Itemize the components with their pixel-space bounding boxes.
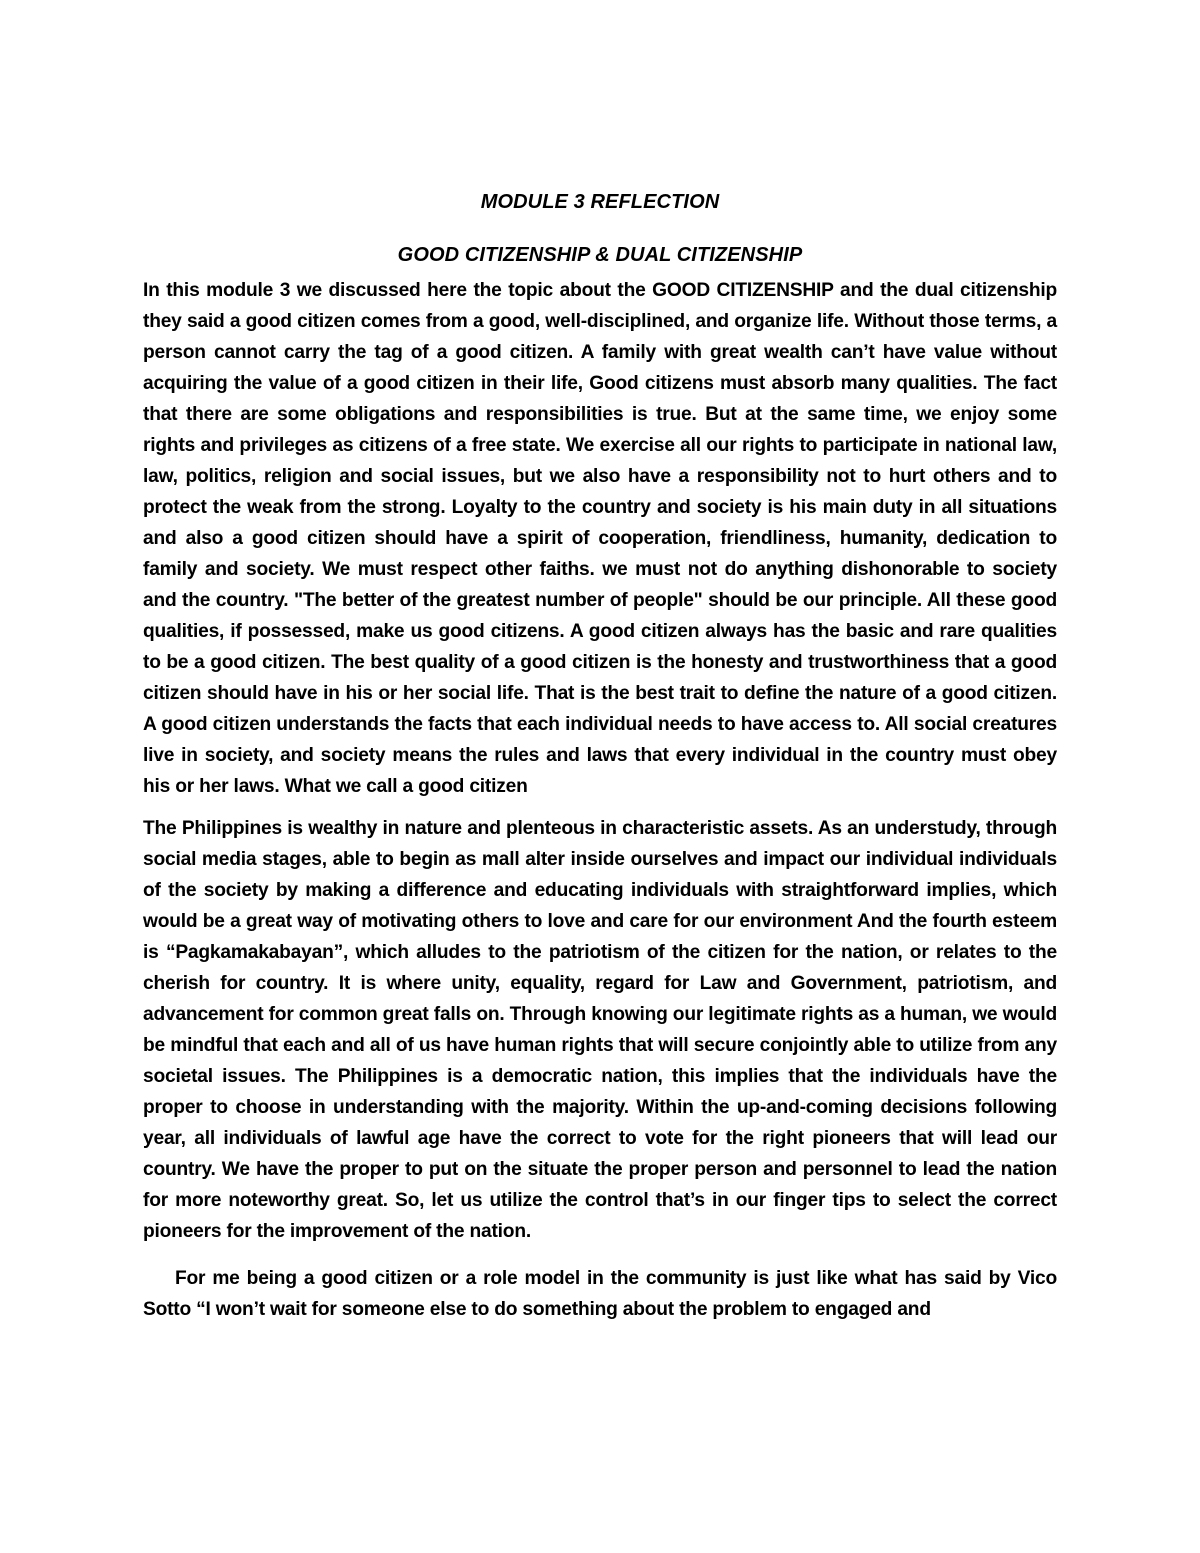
- document-subtitle: GOOD CITIZENSHIP & DUAL CITIZENSHIP: [397, 244, 803, 266]
- paragraph-good-citizenship: In this module 3 we discussed here the topic about the GOOD CITIZENSHIP and the dual citizenship they said a good citizen comes from a good, well-disciplined, and organize life. Without those terms, a person cannot carry the tag of a good citizen. A family with great wealth can’t have value without acquiring the value of a good citizen in their life, Good citizens must absorb many qualities. The fact that there are some obligations and responsibilities is true. But at the same time, we enjoy some rights and privileges as citizens of a free state. We exercise all our rights to participate in national law, law, politics, religion and social issues, but we also have a responsibility not to hurt others and to protect the weak from the strong. Loyalty to the country and society is his main duty in all situations and also a good citizen should have a spirit of cooperation, friendliness, humanity, dedication to family and society. We must respect other faiths. we must not do anything dishonorable to society and the country. "The better of the greatest number of people" should be our principle. All these good qualities, if possessed, make us good citizens. A good citizen always has the basic and rare qualities to be a good citizen. The best quality of a good citizen is the honesty and trustworthiness that a good citizen should have in his or her social life. That is the best trait to define the nature of a good citizen. A good citizen understands the facts that each individual needs to have access to. All social creatures live in society, and society means the rules and laws that every individual in the country must obey his or her laws. What we call a good citizen: [143, 280, 1057, 797]
- document-title: MODULE 3 REFLECTION: [480, 191, 720, 213]
- paragraph-philippines: The Philippines is wealthy in nature and plenteous in characteristic assets. As an understudy, through social media stages, able to begin as mall alter inside ourselves and impact our individual individuals of the society by making a difference and educating individuals with straightforward implies, which would be a great way of motivating others to love and care for our environment And the fourth esteem is “Pagkamakabayan”, which alludes to the patriotism of the citizen for the nation, or relates to the cherish for country. It is where unity, equality, regard for Law and Government, patriotism, and advancement for common great falls on. Through knowing our legitimate rights as a human, we would be mindful that each and all of us have human rights that will secure conjointly able to utilize from any societal issues. The Philippines is a democratic nation, this implies that the individuals have the proper to choose in understanding with the majority. Within the up-and-coming decisions following year, all individuals of lawful age have the correct to vote for the right pioneers that will lead our country. We have the proper to put on the situate the proper person and personnel to lead the nation for more noteworthy great. So, let us utilize the control that’s in our finger tips to select the correct pioneers for the improvement of the nation.: [143, 818, 1057, 1242]
- document-body: [143, 186, 1057, 1336]
- paragraph-role-model: For me being a good citizen or a role model in the community is just like what has said by Vico Sotto “I won’t wait for someone else to do something about the problem to engaged and: [143, 1268, 1057, 1320]
